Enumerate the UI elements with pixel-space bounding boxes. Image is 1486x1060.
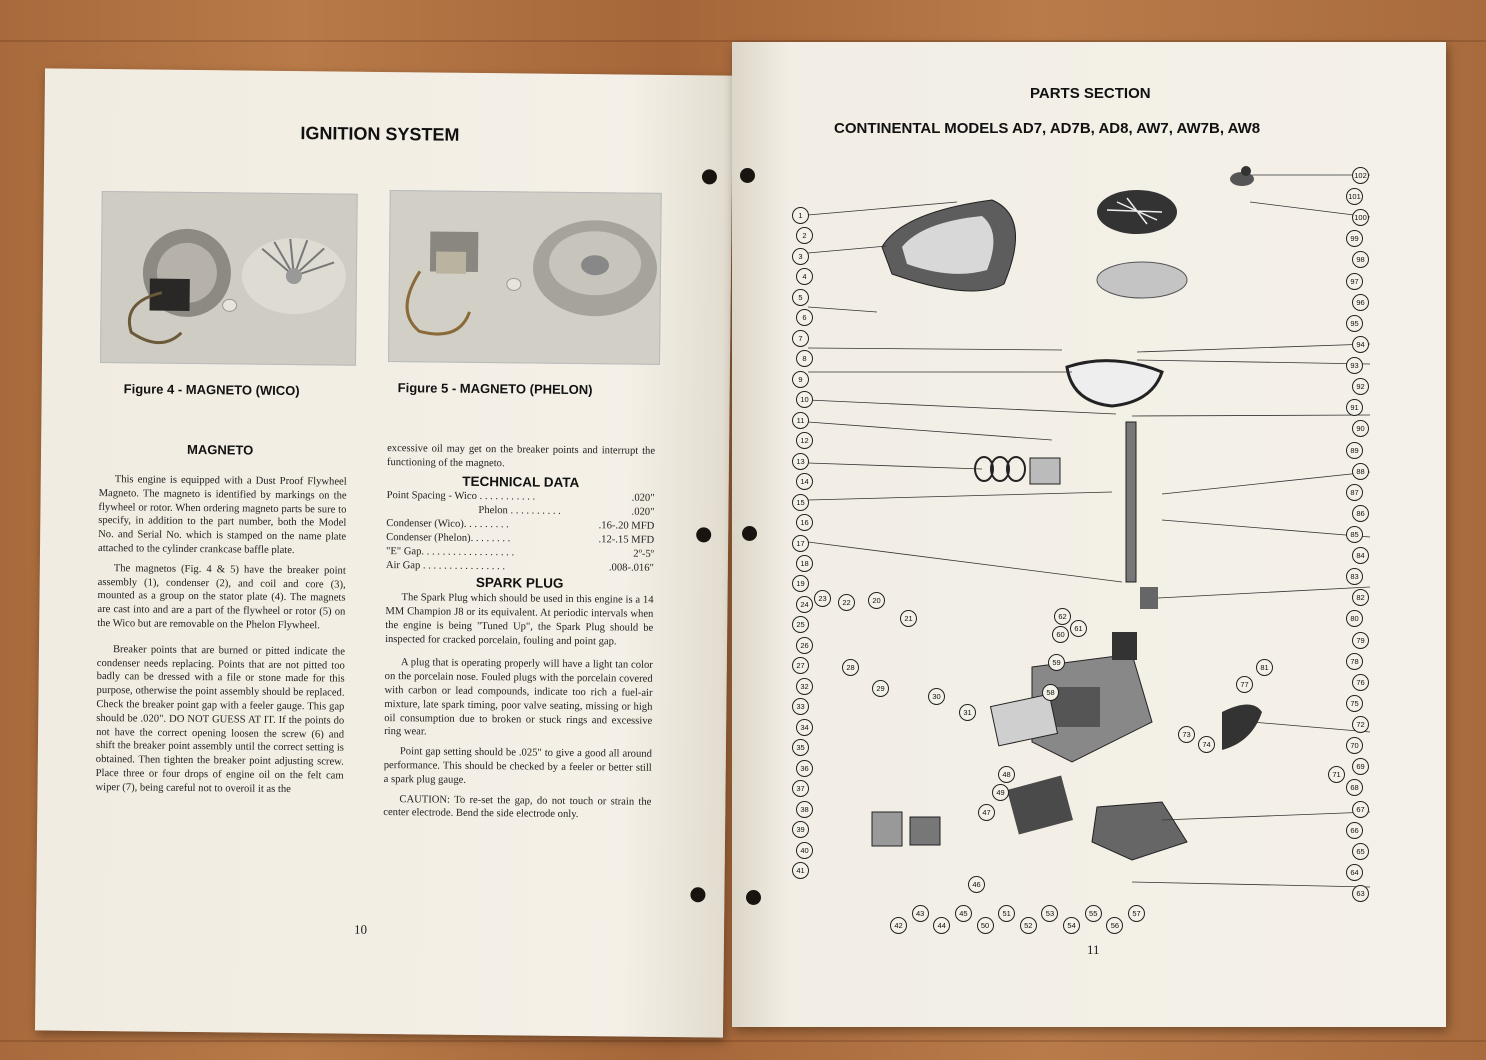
part-callout: 32 (796, 678, 813, 695)
technical-data-label: Phelon . . . . . . . . . . (478, 505, 561, 518)
part-callout: 86 (1352, 505, 1369, 522)
part-callout: 66 (1346, 822, 1363, 839)
part-callout: 26 (796, 637, 813, 654)
part-callout: 61 (1070, 620, 1087, 637)
part-callout: 99 (1346, 230, 1363, 247)
part-callout: 37 (792, 780, 809, 797)
figure5-caption: Figure 5 - MAGNETO (PHELON) (397, 380, 593, 398)
part-callout: 72 (1352, 716, 1369, 733)
technical-data-label: Condenser (Phelon). . . . . . . . (386, 532, 511, 545)
part-callout: 20 (868, 592, 885, 609)
part-callout: 62 (1054, 608, 1071, 625)
part-callout: 85 (1346, 526, 1363, 543)
spark-column (383, 442, 655, 829)
part-callout: 40 (796, 842, 813, 859)
part-callout: 24 (796, 596, 813, 613)
part-callout: 36 (796, 760, 813, 777)
part-callout: 5 (792, 289, 809, 306)
part-callout: 81 (1256, 659, 1273, 676)
part-callout: 97 (1346, 273, 1363, 290)
binding-hole (746, 890, 761, 905)
page-title: IGNITION SYSTEM (300, 123, 460, 145)
part-callout: 3 (792, 248, 809, 265)
magneto-wico-image (101, 192, 357, 365)
part-callout: 8 (796, 350, 813, 367)
part-callout: 94 (1352, 336, 1369, 353)
part-callout: 10 (796, 391, 813, 408)
part-callout: 55 (1085, 905, 1102, 922)
part-callout: 68 (1346, 779, 1363, 796)
part-callout: 35 (792, 739, 809, 756)
part-callout: 19 (792, 575, 809, 592)
paragraph: A plug that is operating properly will have a light tan color on the porcelain nose. Fouled plugs with the porcelain covered with carbon or lead compounds, indicate too rich a fuel-air mixture, late spark timing, poor valve seating, missing or high oil consumption due to broken or stuck rings and excessive ring wear. (384, 657, 653, 738)
part-callout: 21 (900, 610, 917, 627)
figure5-photo (388, 190, 662, 365)
part-callout: 79 (1352, 632, 1369, 649)
part-callout: 38 (796, 801, 813, 818)
part-callout: 22 (838, 594, 855, 611)
part-callout: 34 (796, 719, 813, 736)
part-callout: 76 (1352, 674, 1369, 691)
part-callout: 48 (998, 766, 1015, 783)
technical-data-label: Point Spacing - Wico . . . . . . . . . . . (386, 490, 536, 503)
part-callout: 52 (1020, 917, 1037, 934)
paragraph: excessive oil may get on the breaker points and interrupt the functioning of the magneto. (386, 443, 656, 470)
part-callout: 43 (912, 905, 929, 922)
binding-hole (690, 887, 705, 902)
part-callout: 77 (1236, 676, 1253, 693)
part-callout: 30 (928, 688, 945, 705)
part-callout: 2 (796, 227, 813, 244)
part-callout: 15 (792, 494, 809, 511)
part-callout: 63 (1352, 885, 1369, 902)
part-callout: 71 (1328, 766, 1345, 783)
part-callout: 84 (1352, 547, 1369, 564)
binding-hole (696, 527, 711, 542)
figure4-caption: Figure 4 - MAGNETO (WICO) (123, 381, 300, 399)
part-callout: 45 (955, 905, 972, 922)
part-callout: 102 (1352, 167, 1369, 184)
part-callout: 93 (1346, 357, 1363, 374)
part-callout: 69 (1352, 758, 1369, 775)
part-callout: 47 (978, 804, 995, 821)
technical-data-heading: TECHNICAL DATA (462, 473, 580, 490)
paragraph: The magnetos (Fig. 4 & 5) have the breaker point assembly (1), condenser (2), and coil and core (3), mounted as a group on the stator plate (4). The magnets are cast into and are a part of the flywheel or rotor (5) on the Wico but are removable on the Phelon Flywheel. (97, 562, 346, 632)
part-callout: 101 (1346, 188, 1363, 205)
part-callout: 28 (842, 659, 859, 676)
part-callout: 11 (792, 412, 809, 429)
part-callout: 80 (1346, 610, 1363, 627)
part-callout: 23 (814, 590, 831, 607)
technical-data-value: .008-.016" (608, 562, 654, 575)
technical-data-value: .020" (631, 492, 655, 505)
part-callout: 41 (792, 862, 809, 879)
models-subtitle: CONTINENTAL MODELS AD7, AD7B, AD8, AW7, AW7B, AW8 (834, 120, 1261, 137)
part-callout: 53 (1041, 905, 1058, 922)
paragraph: Point gap setting should be .025" to give a good all around performance. This should be checked by a feeler or better still a spark plug gauge. (383, 746, 652, 786)
part-callout: 27 (792, 657, 809, 674)
technical-data-value: 2º-5º (633, 549, 655, 561)
part-callout: 96 (1352, 294, 1369, 311)
binding-hole (742, 526, 757, 541)
page-number: 11 (1087, 942, 1100, 957)
part-callout: 98 (1352, 251, 1369, 268)
part-callout: 83 (1346, 568, 1363, 585)
part-callout: 39 (792, 821, 809, 838)
technical-data-value: .020" (631, 506, 655, 519)
magneto-phelon-image (389, 191, 661, 364)
part-callout: 65 (1352, 843, 1369, 860)
technical-data-value: .12-.15 MFD (598, 534, 655, 547)
binding-hole (740, 168, 755, 183)
part-callout: 17 (792, 535, 809, 552)
part-callout: 25 (792, 616, 809, 633)
part-callout: 6 (796, 309, 813, 326)
part-callout: 49 (992, 784, 1009, 801)
part-callout: 73 (1178, 726, 1195, 743)
part-callout: 88 (1352, 463, 1369, 480)
left-page (35, 68, 733, 1037)
part-callout: 44 (933, 917, 950, 934)
paragraph: CAUTION: To re-set the gap, do not touch or strain the center electrode. Bend the side electrode only. (383, 793, 652, 821)
paragraph: Breaker points that are burned or pitted indicate the condenser needs replacing. Points that are not pitted too badly can be dressed with a file or stone made for this purpose, otherwise the point assembly should be replaced. Check the breaker point gap with a feeler gauge. This gap should be .020". DO NOT GUESS AT IT. If the points do not have the correct opening loosen the screw (6) and shift the breaker point assembly until the correct setting is obtained. Then tighten the breaker point adjusting screw. Place three or four drops of engine oil on the felt cam wiper (7), being careful not to overoil it as the (95, 643, 346, 795)
magneto-column (95, 473, 346, 803)
figure4-photo (100, 191, 358, 366)
part-callout: 60 (1052, 626, 1069, 643)
part-callout: 7 (792, 330, 809, 347)
part-callout: 70 (1346, 737, 1363, 754)
part-callout: 67 (1352, 801, 1369, 818)
part-callout: 56 (1106, 917, 1123, 934)
part-callout: 95 (1346, 315, 1363, 332)
magneto-heading: MAGNETO (186, 441, 254, 458)
part-callout: 12 (796, 432, 813, 449)
paragraph: The Spark Plug which should be used in this engine is a 14 MM Champion J8 or its equivalent. At periodic intervals when the engine is being "Tuned Up", the Spark Plug should be inspected for cracked porcelain, fouling and point gap. (385, 592, 654, 648)
part-callout: 46 (968, 876, 985, 893)
technical-data-row (386, 559, 654, 576)
part-callout: 59 (1048, 654, 1065, 671)
part-callout: 100 (1352, 209, 1369, 226)
technical-data-label: "E" Gap. . . . . . . . . . . . . . . . . . (385, 546, 515, 559)
parts-section-title: PARTS SECTION (1030, 85, 1151, 102)
part-callout: 42 (890, 917, 907, 934)
part-callout: 90 (1352, 420, 1369, 437)
technical-data-table (386, 489, 655, 576)
part-callout: 9 (792, 371, 809, 388)
part-callout: 78 (1346, 653, 1363, 670)
part-callout: 75 (1346, 695, 1363, 712)
spark-plug-heading: SPARK PLUG (475, 575, 564, 592)
binding-hole (702, 169, 717, 184)
right-page (732, 42, 1446, 1027)
part-callout: 64 (1346, 864, 1363, 881)
part-callout: 13 (792, 453, 809, 470)
part-callout: 16 (796, 514, 813, 531)
part-callout: 14 (796, 473, 813, 490)
part-callout: 74 (1198, 736, 1215, 753)
part-callout: 57 (1128, 905, 1145, 922)
part-callout: 4 (796, 268, 813, 285)
part-callout: 18 (796, 555, 813, 572)
paragraph: This engine is equipped with a Dust Proof Flywheel Magneto. The magneto is identified by markings on the flywheel or rotor. When ordering magneto parts be sure to specify, in addition to the part number, both the Model No. and Serial No. which is stamped on the name plate attached to the cylinder crankcase baffle plate. (97, 474, 347, 557)
part-callout: 87 (1346, 484, 1363, 501)
part-callout: 89 (1346, 442, 1363, 459)
page-number: 10 (353, 921, 368, 937)
part-callout: 92 (1352, 378, 1369, 395)
technical-data-value: .16-.20 MFD (598, 520, 655, 533)
part-callout: 50 (977, 917, 994, 934)
part-callout: 31 (959, 704, 976, 721)
part-callout: 58 (1042, 684, 1059, 701)
technical-data-label: Condenser (Wico). . . . . . . . . (386, 518, 509, 531)
part-callout: 51 (998, 905, 1015, 922)
part-callout: 1 (792, 207, 809, 224)
exploded-parts-diagram (732, 42, 1446, 1027)
technical-data-label: Air Gap . . . . . . . . . . . . . . . . (385, 560, 506, 573)
part-callout: 54 (1063, 917, 1080, 934)
part-callout: 91 (1346, 399, 1363, 416)
part-callout: 29 (872, 680, 889, 697)
part-callout: 82 (1352, 589, 1369, 606)
part-callout: 33 (792, 698, 809, 715)
